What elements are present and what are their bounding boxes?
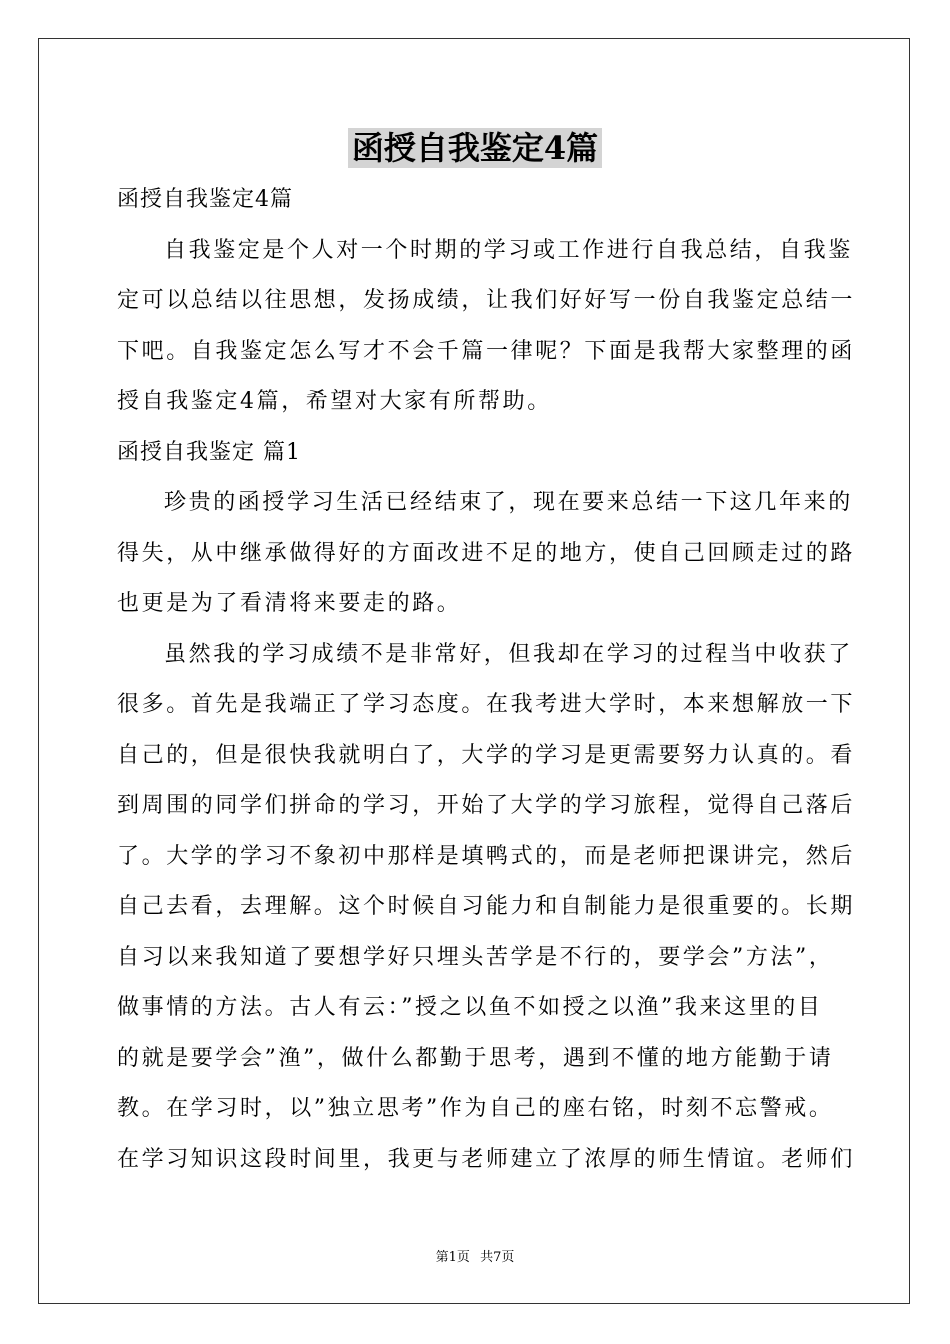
document-title: 函授自我鉴定4篇	[348, 128, 602, 168]
paragraph-line: 到周围的同学们拼命的学习，开始了大学的学习旅程，觉得自己落后	[117, 793, 856, 818]
intro-line: 授自我鉴定4篇，希望对大家有所帮助。	[117, 389, 552, 414]
paragraph-line: 自己去看，去理解。这个时候自习能力和自制能力是很重要的。长期	[117, 894, 856, 919]
intro-line: 自我鉴定是个人对一个时期的学习或工作进行自我总结，自我鉴	[164, 237, 853, 263]
paragraph-line: 很多。首先是我端正了学习态度。在我考进大学时，本来想解放一下	[117, 692, 856, 717]
paragraph-line: 自习以来我知道了要想学好只埋头苦学是不行的，要学会”方法”，	[117, 944, 834, 970]
paragraph-line: 虽然我的学习成绩不是非常好，但我却在学习的过程当中收获了	[164, 641, 853, 667]
paragraph-line: 自己的，但是很快我就明白了，大学的学习是更需要努力认真的。看	[117, 742, 856, 768]
intro-line: 下吧。自我鉴定怎么写才不会千篇一律呢？下面是我帮大家整理的函	[117, 338, 856, 364]
section-heading: 函授自我鉴定 篇1	[117, 439, 301, 465]
paragraph-line: 教。在学习时，以”独立思考”作为自己的座右铭，时刻不忘警戒。	[117, 1096, 834, 1121]
paragraph-line: 得失，从中继承做得好的方面改进不足的地方，使自己回顾走过的路	[117, 540, 856, 566]
page-number: 第1页	[435, 1250, 470, 1265]
title-wrap	[0, 128, 950, 168]
intro-paragraph	[117, 226, 856, 428]
paragraph-line: 在学习知识这段时间里，我更与老师建立了浓厚的师生情谊。老师们	[117, 1146, 856, 1172]
intro-line: 定可以总结以往思想，发扬成绩，让我们好好写一份自我鉴定总结一	[117, 288, 856, 313]
page-footer	[0, 1246, 950, 1265]
paragraph-line: 也更是为了看清将来要走的路。	[117, 591, 462, 616]
paragraph-line: 的就是要学会”渔”，做什么都勤于思考，遇到不懂的地方能勤于请	[117, 1045, 834, 1071]
paragraph-2	[117, 630, 856, 1186]
document-body	[117, 175, 856, 1185]
paragraph-line: 了。大学的学习不象初中那样是填鸭式的，而是老师把课讲完，然后	[117, 843, 856, 869]
page-total: 共7页	[480, 1250, 515, 1265]
paragraph-1	[117, 478, 856, 630]
paragraph-line: 珍贵的函授学习生活已经结束了，现在要来总结一下这几年来的	[164, 490, 853, 515]
paragraph-line: 做事情的方法。古人有云：”授之以鱼不如授之以渔”我来这里的目	[117, 995, 823, 1020]
document-subtitle: 函授自我鉴定4篇	[117, 187, 293, 212]
